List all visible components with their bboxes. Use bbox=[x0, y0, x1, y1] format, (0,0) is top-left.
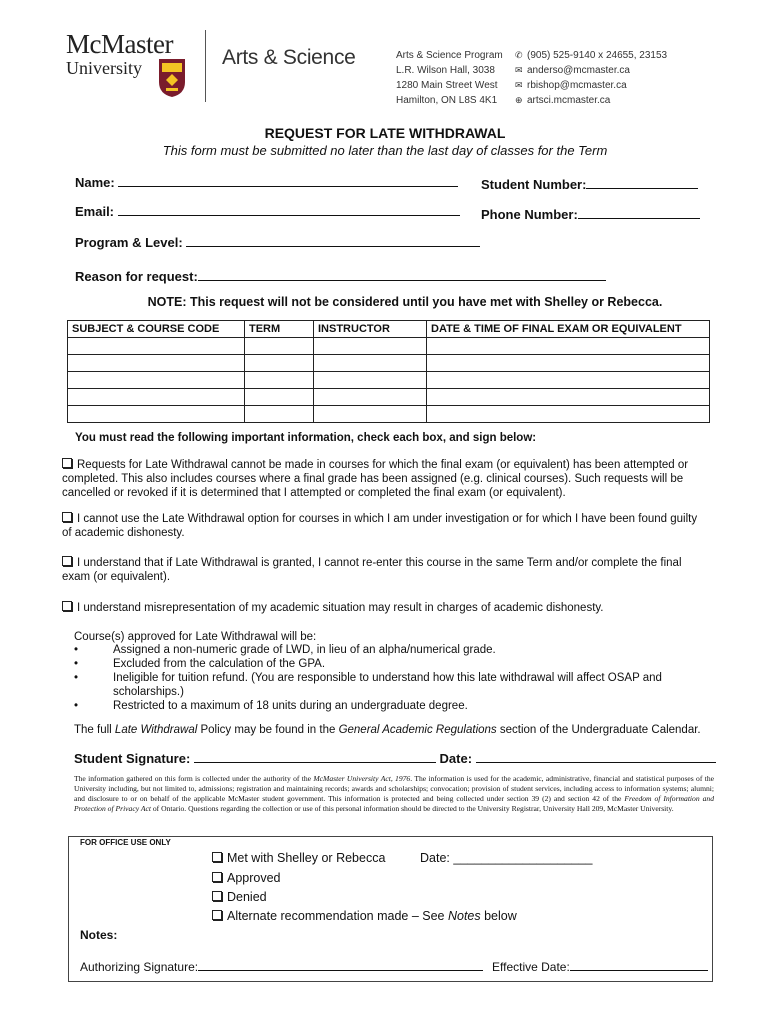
contact-web[interactable] bbox=[515, 93, 667, 108]
checkbox[interactable] bbox=[62, 458, 72, 468]
student-number-input-line[interactable] bbox=[586, 176, 698, 189]
column-header: DATE & TIME OF FINAL EXAM OR EQUIVALENT bbox=[427, 321, 710, 338]
table-cell[interactable] bbox=[427, 389, 710, 406]
table-cell[interactable] bbox=[68, 355, 245, 372]
logo-university-text: University bbox=[66, 58, 142, 78]
phone-text: (905) 525-9140 x 24655, 23153 bbox=[527, 50, 668, 61]
notes-label: Notes: bbox=[80, 928, 118, 942]
bullet-text: Restricted to a maximum of 18 units during an undergraduate degree. bbox=[113, 700, 468, 712]
email-label: Email: bbox=[75, 204, 115, 219]
date-input-line[interactable]: ____________________ bbox=[453, 851, 593, 865]
table-row bbox=[68, 372, 710, 389]
option-label: below bbox=[480, 909, 517, 923]
office-option[interactable] bbox=[212, 909, 517, 923]
signature-label: Student Signature: bbox=[74, 751, 191, 766]
address-line: Arts & Science Program bbox=[396, 50, 503, 61]
form-title: REQUEST FOR LATE WITHDRAWAL bbox=[264, 125, 506, 141]
column-header: INSTRUCTOR bbox=[314, 321, 427, 338]
bullet-text: Excluded from the calculation of the GPA. bbox=[113, 658, 326, 670]
address-line: Hamilton, ON L8S 4K1 bbox=[396, 95, 498, 106]
contact-phone bbox=[515, 48, 667, 63]
table-cell[interactable] bbox=[427, 372, 710, 389]
table-cell[interactable] bbox=[245, 406, 314, 423]
contact-email-1[interactable] bbox=[515, 63, 667, 78]
regulations-name: General Academic Regulations bbox=[338, 724, 497, 736]
list-item bbox=[74, 657, 674, 671]
checkbox[interactable] bbox=[212, 872, 222, 882]
reason-input-line[interactable] bbox=[198, 268, 606, 281]
acknowledgement-text: Requests for Late Withdrawal cannot be made in courses for which the final exam (or equivalent) has been attempted or completed. This also includes courses where a final grade has been assigned (e.g. clinical courses). Such requests will be cancelled or revoked if it is determined that I attempted or completed the final exam (or equivalent). bbox=[62, 459, 689, 499]
table-cell[interactable] bbox=[68, 372, 245, 389]
name-input-line[interactable] bbox=[118, 174, 458, 187]
effective-input-line[interactable] bbox=[570, 958, 708, 971]
table-cell[interactable] bbox=[245, 355, 314, 372]
contact-info bbox=[515, 48, 667, 108]
acknowledgement-item bbox=[62, 601, 710, 615]
auth-input-line[interactable] bbox=[198, 958, 483, 971]
table-cell[interactable] bbox=[427, 355, 710, 372]
list-item bbox=[74, 643, 674, 657]
web-text[interactable]: artsci.mcmaster.ca bbox=[527, 95, 611, 106]
privacy-notice bbox=[74, 774, 714, 814]
bullet-text: Ineligible for tuition refund. (You are responsible to understand how this late withdrawal will affect OSAP and scholarships.) bbox=[113, 672, 662, 698]
table-row bbox=[68, 389, 710, 406]
bullet-icon: • bbox=[74, 644, 79, 656]
signature-input-line[interactable] bbox=[194, 750, 436, 763]
table-cell[interactable] bbox=[245, 389, 314, 406]
table-cell[interactable] bbox=[427, 406, 710, 423]
office-date-field[interactable] bbox=[420, 851, 592, 865]
student-signature-field[interactable] bbox=[74, 750, 716, 766]
office-option[interactable] bbox=[212, 890, 267, 904]
mail-icon: ✉ bbox=[515, 65, 523, 75]
name-label: Name: bbox=[75, 175, 115, 190]
checkbox[interactable] bbox=[62, 512, 72, 522]
effective-label: Effective Date: bbox=[492, 960, 570, 974]
date-label: Date: bbox=[420, 851, 450, 865]
phone-label: Phone Number: bbox=[481, 207, 578, 222]
bullet-icon: • bbox=[74, 658, 79, 670]
table-cell[interactable] bbox=[68, 389, 245, 406]
policy-text: The full bbox=[74, 724, 115, 736]
program-label: Program & Level: bbox=[75, 235, 183, 250]
reason-field[interactable] bbox=[75, 268, 606, 284]
bullet-icon: • bbox=[74, 700, 79, 712]
effective-date-field[interactable] bbox=[492, 958, 708, 974]
course-table bbox=[67, 320, 710, 423]
policy-text: section of the Undergraduate Calendar. bbox=[496, 724, 701, 736]
auth-label: Authorizing Signature: bbox=[80, 960, 199, 974]
acknowledgement-text: I understand that if Late Withdrawal is granted, I cannot re-enter this course in the same Term and/or complete the final exam (or equivalent). bbox=[62, 557, 682, 583]
table-cell[interactable] bbox=[314, 338, 427, 355]
act-name: McMaster University Act, 1976 bbox=[313, 774, 411, 783]
program-address bbox=[396, 48, 503, 108]
checkbox[interactable] bbox=[212, 910, 222, 920]
acknowledgement-item bbox=[62, 458, 702, 500]
office-option[interactable] bbox=[212, 851, 385, 865]
email-text[interactable]: rbishop@mcmaster.ca bbox=[527, 80, 627, 91]
approved-bullet-list bbox=[74, 643, 674, 713]
table-cell[interactable] bbox=[245, 372, 314, 389]
column-header: TERM bbox=[245, 321, 314, 338]
table-cell[interactable] bbox=[314, 355, 427, 372]
privacy-text: of Ontario. Questions regarding the collection or use of this personal information should be directed to the University Registrar, University Hall 209, McMaster University. bbox=[150, 804, 674, 813]
meeting-note: NOTE: This request will not be considered until you have met with Shelley or Rebecca. bbox=[147, 295, 663, 309]
bullet-icon: • bbox=[74, 672, 79, 684]
table-cell[interactable] bbox=[245, 338, 314, 355]
program-input-line[interactable] bbox=[186, 234, 480, 247]
email-input-line[interactable] bbox=[118, 203, 460, 216]
student-number-label: Student Number: bbox=[481, 177, 587, 192]
table-row bbox=[68, 338, 710, 355]
name-field[interactable] bbox=[75, 174, 458, 190]
list-item bbox=[74, 671, 674, 699]
table-cell[interactable] bbox=[314, 372, 427, 389]
contact-email-2[interactable] bbox=[515, 78, 667, 93]
checkbox[interactable] bbox=[212, 852, 222, 862]
reason-label: Reason for request: bbox=[75, 269, 198, 284]
table-row bbox=[68, 355, 710, 372]
table-cell[interactable] bbox=[314, 406, 427, 423]
checkbox[interactable] bbox=[212, 891, 222, 901]
table-cell[interactable] bbox=[68, 406, 245, 423]
office-option[interactable] bbox=[212, 871, 281, 885]
address-line: 1280 Main Street West bbox=[396, 80, 498, 91]
authorizing-signature-field[interactable] bbox=[80, 958, 483, 974]
policy-name: Late Withdrawal bbox=[114, 724, 198, 736]
policy-text: Policy may be found in the bbox=[197, 724, 339, 736]
phone-input-line[interactable] bbox=[578, 206, 700, 219]
table-header-row bbox=[68, 321, 710, 338]
acknowledgement-heading: You must read the following important information, check each box, and sign below: bbox=[75, 432, 537, 444]
option-label: Notes bbox=[447, 909, 481, 923]
approved-intro: Course(s) approved for Late Withdrawal will be: bbox=[74, 631, 317, 643]
mail-icon: ✉ bbox=[515, 80, 523, 90]
checkbox[interactable] bbox=[62, 601, 72, 611]
table-cell[interactable] bbox=[427, 338, 710, 355]
acknowledgement-item bbox=[62, 556, 710, 584]
logo-mcmaster-text: McMaster bbox=[66, 29, 173, 59]
acknowledgement-text: I cannot use the Late Withdrawal option for courses in which I am under investigation or for which I have been found guilty of academic dishonesty. bbox=[62, 513, 698, 539]
faculty-name: Arts & Science bbox=[222, 46, 356, 69]
list-item bbox=[74, 699, 674, 713]
date-input-line[interactable] bbox=[476, 750, 716, 763]
table-row bbox=[68, 406, 710, 423]
acknowledgement-text: I understand misrepresentation of my academic situation may result in charges of academic dishonesty. bbox=[77, 602, 604, 614]
option-label: Approved bbox=[227, 871, 281, 885]
office-use-label: FOR OFFICE USE ONLY bbox=[80, 838, 171, 847]
phone-field[interactable] bbox=[481, 206, 700, 222]
policy-note bbox=[74, 724, 701, 736]
web-icon: ⊕ bbox=[515, 95, 523, 105]
option-label: Met with Shelley or Rebecca bbox=[227, 851, 386, 865]
header-divider bbox=[205, 30, 206, 102]
address-line: L.R. Wilson Hall, 3038 bbox=[396, 65, 495, 76]
privacy-text: The information gathered on this form is collected under the authority of the bbox=[74, 774, 314, 783]
date-label: Date: bbox=[439, 751, 473, 766]
table-cell[interactable] bbox=[68, 338, 245, 355]
option-label: Alternate recommendation made – See bbox=[227, 909, 448, 923]
table-cell[interactable] bbox=[314, 389, 427, 406]
acknowledgement-item bbox=[62, 512, 702, 540]
phone-icon: ✆ bbox=[515, 50, 523, 60]
program-field[interactable] bbox=[75, 234, 480, 250]
checkbox[interactable] bbox=[62, 556, 72, 566]
act-name: Freedom of Information and Protection of Privacy Act bbox=[74, 794, 714, 813]
column-header: SUBJECT & COURSE CODE bbox=[68, 321, 245, 338]
email-field[interactable] bbox=[75, 203, 460, 219]
option-label: Denied bbox=[227, 890, 267, 904]
privacy-text: . The information is used for the academic, administrative, financial and statistical purposes of the University including, but not limited to, admissions; registration and maintaining records; awards and scholarships; convocation; provision of student services, including access to information systems; alumni; and disclosure to or on behalf of the applicable McMaster student government. This information is protected and being collected under section 39 (2) and section 42 of the bbox=[74, 774, 714, 803]
email-text[interactable]: anderso@mcmaster.ca bbox=[527, 65, 630, 76]
bullet-text: Assigned a non-numeric grade of LWD, in lieu of an alpha/numerical grade. bbox=[113, 644, 496, 656]
crest-icon bbox=[158, 58, 186, 98]
student-number-field[interactable] bbox=[481, 176, 698, 192]
form-subtitle: This form must be submitted no later than the last day of classes for the Term bbox=[162, 143, 608, 158]
